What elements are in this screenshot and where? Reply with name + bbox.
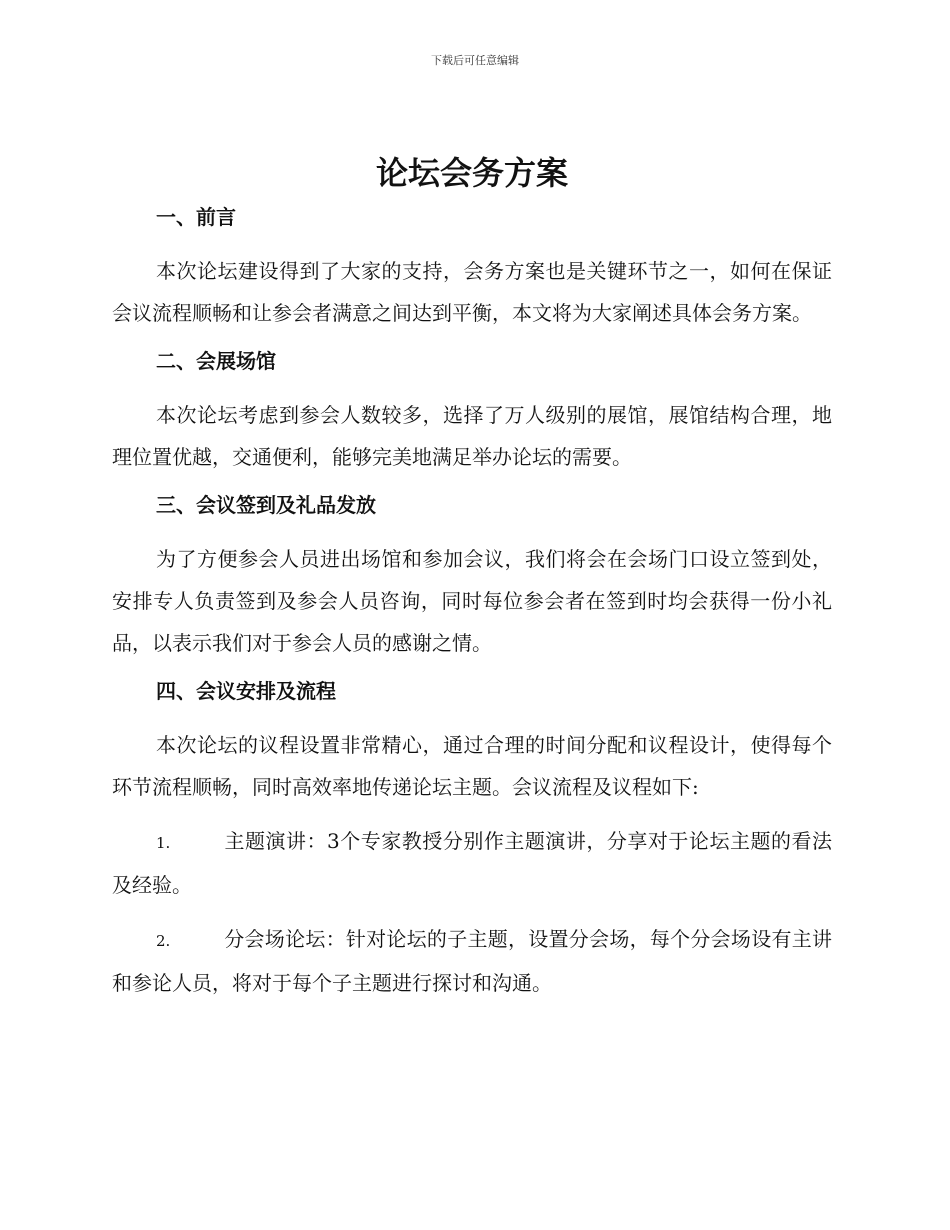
section-paragraph-preface: 本次论坛建设得到了大家的支持，会务方案也是关键环节之一，如何在保证会议流程顺畅和让参会者满意之间达到平衡，本文将为大家阐述具体会务方案。 xyxy=(112,259,832,325)
list-item-text: 分会场论坛：针对论坛的子主题，设置分会场，每个分会场设有主讲和参论人员，将对于每个子主题进行探讨和沟通。 xyxy=(112,927,832,995)
list-item xyxy=(112,918,832,1004)
list-item-text: 主题演讲：3个专家教授分别作主题演讲，分享对于论坛主题的看法及经验。 xyxy=(112,829,832,897)
list-item xyxy=(112,820,832,906)
section-paragraph-venue: 本次论坛考虑到参会人数较多，选择了万人级别的展馆，展馆结构合理，地理位置优越，交通便利，能够完美地满足举办论坛的需要。 xyxy=(112,403,832,469)
section-paragraph-checkin: 为了方便参会人员进出场馆和参加会议，我们将会在会场门口设立签到处，安排专人负责签到及参会人员咨询，同时每位参会者在签到时均会获得一份小礼品，以表示我们对于参会人员的感谢之情。 xyxy=(112,547,832,655)
document-title: 论坛会务方案 xyxy=(375,154,568,192)
header-note: 下载后可任意编辑 xyxy=(431,54,519,67)
list-item-number: 1. xyxy=(156,834,171,852)
section-paragraph-agenda: 本次论坛的议程设置非常精心，通过合理的时间分配和议程设计，使得每个环节流程顺畅，同时高效率地传递论坛主题。会议流程及议程如下: xyxy=(112,733,832,799)
section-heading-checkin: 三、会议签到及礼品发放 xyxy=(156,493,376,517)
document-body xyxy=(112,150,832,1004)
section-heading-agenda: 四、会议安排及流程 xyxy=(156,679,336,703)
list-item-number: 2. xyxy=(156,932,171,950)
section-heading-venue: 二、会展场馆 xyxy=(156,349,276,373)
section-heading-preface: 一、前言 xyxy=(156,205,236,229)
